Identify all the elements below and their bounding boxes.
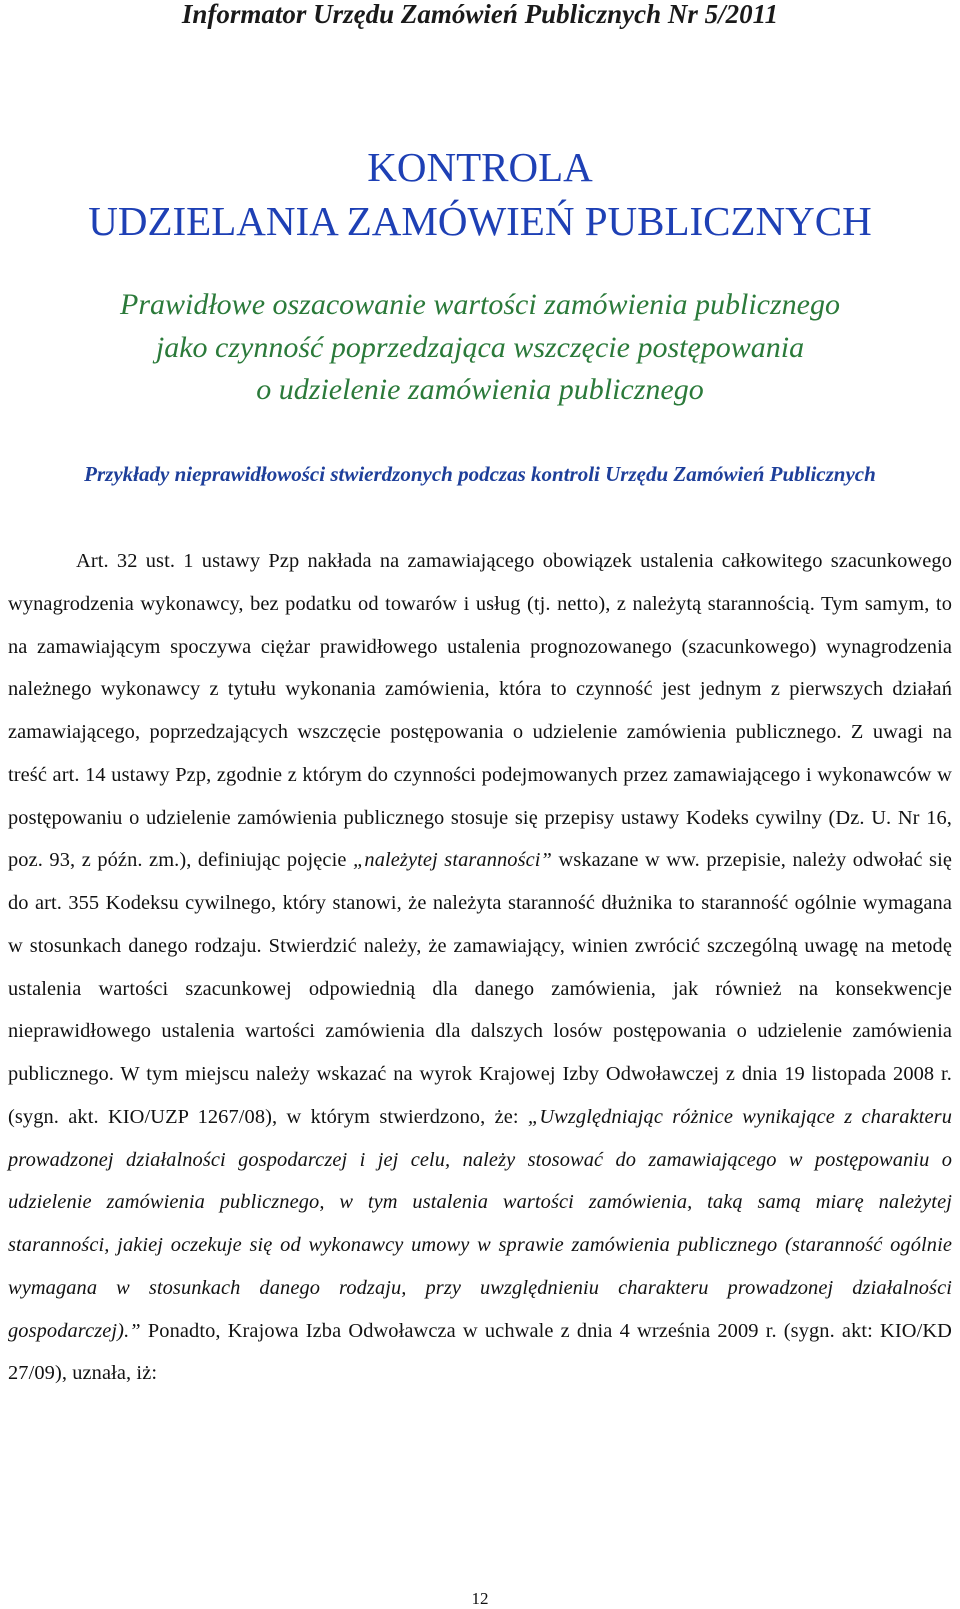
quote-due-diligence: „należytej staranności” xyxy=(352,849,552,872)
subtitle-line-2: jako czynność poprzedzająca wszczęcie postępowania xyxy=(155,330,805,364)
subtitle-line-3: o udzielenie zamówienia publicznego xyxy=(256,373,704,406)
main-title xyxy=(0,140,960,248)
main-title-line-1: KONTROLA xyxy=(367,144,593,190)
body-text-part-3: Ponadto, Krajowa Izba Odwoławcza w uchwale z dnia 4 września 2009 r. (sygn. akt: KIO/KD 27/09), uznała, iż: xyxy=(8,1319,952,1385)
page-number: 12 xyxy=(471,1589,489,1608)
subtitle xyxy=(0,284,960,412)
body-text-part-2: wskazane w ww. przepisie, należy odwołać się do art. 355 Kodeksu cywilnego, który stanowi, że należyta staranność dłużnika to staranność ogólnie wymagana w stosunkach danego rodzaju. Stwierdzić należy, że zamawiający, winien zwrócić szczególną uwagę na metodę ustalenia wartości szacunkowej odpowiednią dla danego zamówienia, jak również na konsekwencje nieprawidłowego ustalenia wartości zamówienia dla dalszych losów postępowania o udzielenie zamówienia publicznego. W tym miejscu należy wskazać na wyrok Krajowej Izby Odwoławczej z dnia 19 listopada 2008 r. (sygn. akt. KIO/UZP 1267/08), w którym stwierdzono, że: xyxy=(8,849,952,1128)
main-title-line-2: UDZIELANIA ZAMÓWIEŃ PUBLICZNYCH xyxy=(88,198,872,244)
running-header: Informator Urzędu Zamówień Publicznych Nr 5/2011 xyxy=(181,0,779,29)
quote-kio-ruling: „Uwzględniając różnice wynikające z charakteru prowadzonej działalności gospodarczej i jej celu, należy stosować do zamawiającego w postępowaniu o udzielenie zamówienia publicznego, w tym ustalenia wartości zamówienia, taką samą miarę należytej staranności, jakiej oczekuje się od wykonawcy umowy w sprawie zamówienia publicznego (staranność ogólnie wymagana w stosunkach danego rodzaju, przy uwzględnieniu charakteru prowadzonej działalności gospodarczej).” xyxy=(8,1105,952,1342)
body-paragraph xyxy=(8,540,952,1395)
body-text-part-1: Art. 32 ust. 1 ustawy Pzp nakłada na zamawiającego obowiązek ustalenia całkowitego szacunkowego wynagrodzenia wykonawcy, bez podatku od towarów i usług (tj. netto), z należytą starannością. Tym samym, to na zamawiającym spoczywa ciężar prawidłowego ustalenia prognozowanego (szacunkowego) wynagrodzenia należnego wykonawcy z tytułu wykonania zamówienia, która to czynność jest jednym z pierwszych działań zamawiającego, poprzedzających wszczęcie postępowania o udzielenie zamówienia publicznego. Z uwagi na treść art. 14 ustawy Pzp, zgodnie z którym do czynności podejmowanych przez zamawiającego i wykonawców w postępowaniu o udzielenie zamówienia publicznego stosuje się przepisy ustawy Kodeks cywilny (Dz. U. Nr 16, poz. 93, z późn. zm.), definiując pojęcie xyxy=(8,550,952,872)
subtitle-line-1: Prawidłowe oszacowanie wartości zamówienia publicznego xyxy=(120,288,840,321)
lead-heading: Przykłady nieprawidłowości stwierdzonych podczas kontroli Urzędu Zamówień Publicznych xyxy=(84,462,876,486)
